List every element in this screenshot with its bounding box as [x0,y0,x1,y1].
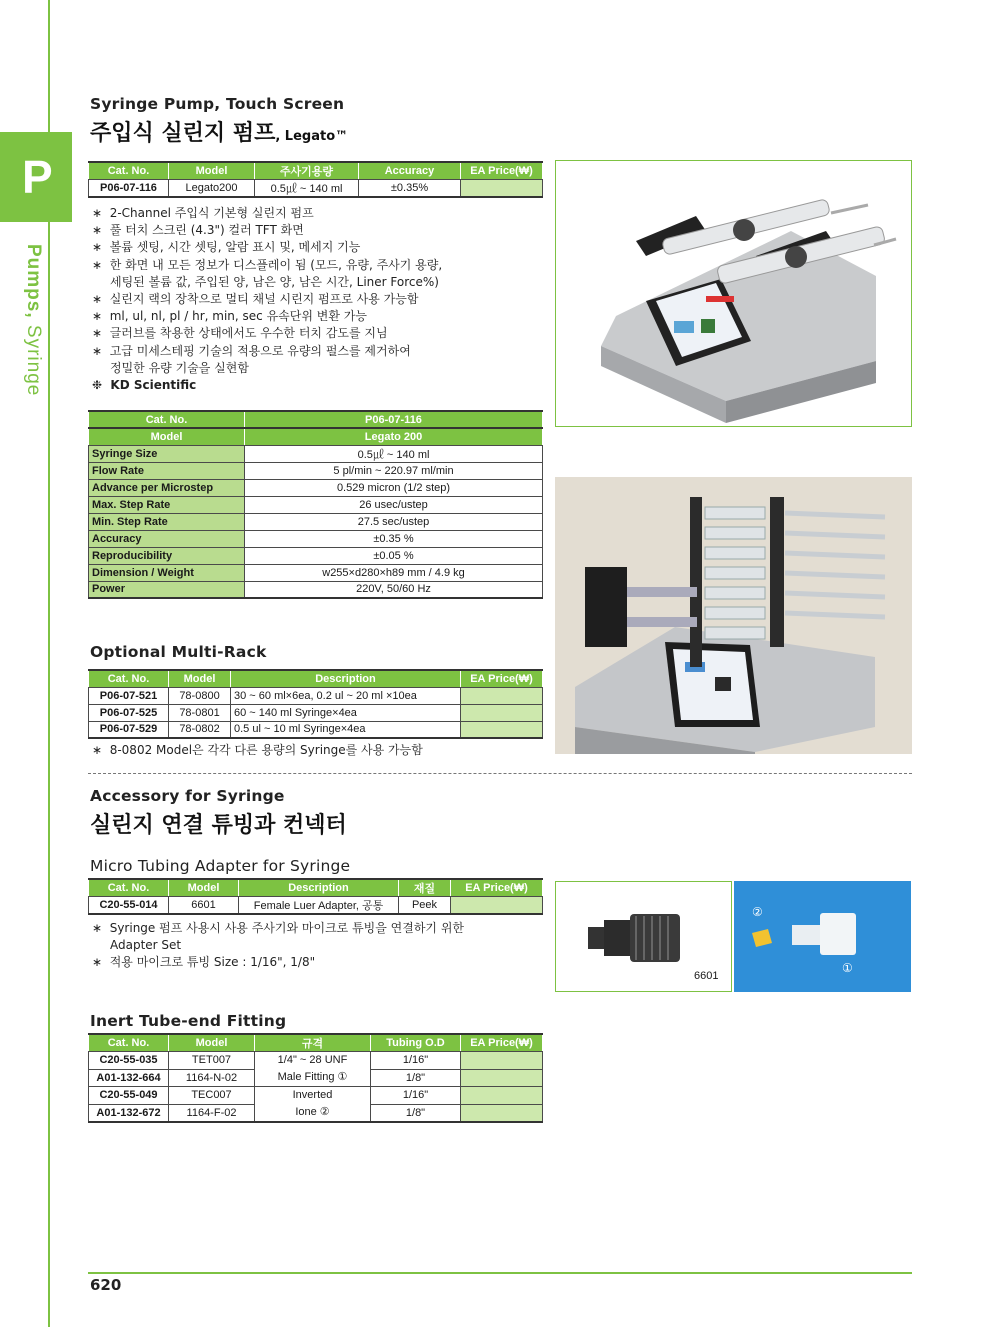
category-label-bold: Pumps, [23,244,44,319]
spec-header-label: Cat. No. [89,411,245,428]
model-cell: 6601 [169,897,239,915]
spec-line: Inverted [292,1089,333,1101]
table-row [89,897,543,915]
spec-line: Male Fitting ① [277,1071,348,1083]
table-row [89,547,543,564]
table-row [89,687,543,704]
col-header: 재질 [399,879,451,897]
cat-no-cell: C20-55-049 [89,1087,169,1105]
col-header: 규격 [255,1034,371,1052]
table-row [89,1052,543,1070]
col-header: Model [169,879,239,897]
spec-value: 0.5㎕ ~ 140 ml [245,445,543,462]
spec-label: Accuracy [89,530,245,547]
table-row [89,445,543,462]
product-photo-multirack [555,477,912,754]
model-cell: 1164-N-02 [169,1069,255,1087]
spec-value: ±0.35 % [245,530,543,547]
price-cell [461,687,543,704]
section-title-suffix: , Legato™ [275,129,349,144]
table-row [89,581,543,598]
manufacturer: ❉ KD Scientific [92,378,197,393]
table-row [89,530,543,547]
fitting-title: Inert Tube-end Fitting [90,1012,287,1030]
table-row [89,496,543,513]
spec-cell [255,1052,371,1087]
spec-value: 220V, 50/60 Hz [245,581,543,598]
spec-label: Syringe Size [89,445,245,462]
table-row [89,462,543,479]
fitting-table [88,1033,543,1123]
table-header-row [89,670,543,687]
spec-line: Ione ② [295,1106,330,1118]
col-header: Cat. No. [89,1034,169,1052]
adapter-photo-label: 6601 [694,970,719,982]
price-cell [461,704,543,721]
price-cell [461,180,543,198]
model-cell: 1164-F-02 [169,1104,255,1122]
spec-value: 26 usec/ustep [245,496,543,513]
table-header-row [89,1034,543,1052]
col-header: Cat. No. [89,670,169,687]
accessory-title-ko: 실린지 연결 튜빙과 컨넥터 [90,813,347,838]
price-cell [451,897,543,915]
spec-label: Min. Step Rate [89,513,245,530]
table-row [89,1087,543,1105]
price-cell [461,721,543,738]
spec-value: ±0.05 % [245,547,543,564]
adapter-photo [555,881,732,992]
multirack-illustration [555,477,912,754]
price-cell [461,1052,543,1070]
model-cell: TET007 [169,1052,255,1070]
spec-header-value: P06-07-116 [245,411,543,428]
table-row [89,721,543,738]
list-item: ∗ 2-Channel 주입식 기본형 실린지 펌프 [92,206,314,220]
section-title-ko [90,116,348,147]
cat-no-cell: C20-55-035 [89,1052,169,1070]
description-cell: 60 ~ 140 ml Syringe×4ea [231,704,461,721]
cat-no-cell: P06-07-116 [89,180,169,198]
accuracy-cell: ±0.35% [359,180,461,198]
accessory-title-en: Accessory for Syringe [90,787,285,805]
model-cell: 78-0802 [169,721,231,738]
col-header: Model [169,162,255,180]
spec-value: w255×d280×h89 mm / 4.9 kg [245,564,543,581]
col-header: Description [231,670,461,687]
spec-value: 0.529 micron (1/2 step) [245,479,543,496]
table-row [89,479,543,496]
spec-label: Advance per Microstep [89,479,245,496]
description-cell: 0.5 ul ~ 10 ml Syringe×4ea [231,721,461,738]
spec-model-value: Legato 200 [245,428,543,445]
col-header: 주사기용량 [255,162,359,180]
material-cell: Peek [399,897,451,915]
fitting-label-2: ② [752,905,763,919]
col-header: Model [169,1034,255,1052]
section-title-ko-text: 주입식 실린지 펌프 [90,121,276,146]
tubing-od-cell: 1/16" [371,1052,461,1070]
list-item: ∗ 고급 미세스테핑 기술의 적용으로 유량의 펄스를 제거하여 [92,343,411,358]
spec-cell [255,1087,371,1123]
adapter-table [88,878,543,915]
fitting-label-1: ① [842,961,853,975]
description-cell: 30 ~ 60 ml×6ea, 0.2 ul ~ 20 ml ×10ea [231,687,461,704]
fitting-illustration [734,881,911,992]
table-header-row [89,879,543,897]
spec-model-label: Model [89,428,245,445]
list-item: ∗ 볼륨 셋팅, 시간 셋팅, 알람 표시 및, 메세지 기능 [92,240,361,255]
multirack-note: ∗ 8-0802 Model은 각각 다른 용량의 Syringe를 사용 가능함 [92,743,423,757]
spec-label: Dimension / Weight [89,564,245,581]
spec-table [88,410,543,599]
category-label [16,244,44,414]
col-header: Description [239,879,399,897]
cat-no-cell: P06-07-525 [89,704,169,721]
tubing-od-cell: 1/8" [371,1104,461,1122]
col-header: EA Price(₩) [461,1034,543,1052]
adapter-title: Micro Tubing Adapter for Syringe [90,857,351,875]
col-header: EA Price(₩) [461,162,543,180]
model-cell: 78-0801 [169,704,231,721]
capacity-cell: 0.5㎕ ~ 140 ml [255,180,359,198]
price-cell [461,1087,543,1105]
col-header: EA Price(₩) [461,670,543,687]
model-cell: TEC007 [169,1087,255,1105]
cat-no-cell: P06-07-521 [89,687,169,704]
syringe-pump-illustration [556,161,912,427]
spec-value: 27.5 sec/ustep [245,513,543,530]
table-header-row [89,411,543,428]
col-header: Accuracy [359,162,461,180]
product-table [88,161,543,198]
multirack-title: Optional Multi-Rack [90,643,267,661]
adapter-notes [92,920,464,972]
tubing-od-cell: 1/16" [371,1087,461,1105]
col-header: Cat. No. [89,162,169,180]
category-label-rest: Syringe [23,318,44,397]
description-cell: Female Luer Adapter, 공통 [239,897,399,915]
col-header: Cat. No. [89,879,169,897]
list-item: 정밀한 유량 기술을 실현함 [110,360,249,375]
table-row [89,180,543,198]
list-item: ∗ 풀 터치 스크린 (4.3") 컬러 TFT 화면 [92,223,304,238]
model-cell: 78-0800 [169,687,231,704]
list-item: ∗ 글러브를 착용한 상태에서도 우수한 터치 감도를 지님 [92,326,388,341]
cat-no-cell: P06-07-529 [89,721,169,738]
spec-label: Power [89,581,245,598]
spec-label: Flow Rate [89,462,245,479]
spec-value: 5 pl/min ~ 220.97 ml/min [245,462,543,479]
category-tab: P [0,132,72,222]
tubing-od-cell: 1/8" [371,1069,461,1087]
list-item: 세팅된 볼륨 값, 주입된 양, 남은 양, 남은 시간, Liner Force%) [110,274,439,289]
model-cell: Legato200 [169,180,255,198]
list-item: ∗ 실린지 랙의 장착으로 멀티 채널 시린지 펌프로 사용 가능함 [92,292,419,307]
list-item: ∗ ml, ul, nl, pl / hr, min, sec 유속단위 변환 가능 [92,309,367,324]
page-number: 620 [90,1276,122,1294]
spec-label: Reproducibility [89,547,245,564]
spec-label: Max. Step Rate [89,496,245,513]
spec-line: 1/4" ~ 28 UNF [277,1054,348,1066]
table-row [89,513,543,530]
price-cell [461,1104,543,1122]
list-item: ∗ 적용 마이크로 튜빙 Size : 1/16", 1/8" [92,955,316,970]
table-row [89,704,543,721]
section-divider [88,773,912,774]
feature-list [92,205,442,394]
table-header-row [89,162,543,180]
footer-rule [88,1272,912,1274]
multirack-table [88,669,543,739]
col-header: Model [169,670,231,687]
list-item: ∗ 한 화면 내 모든 정보가 디스플레이 됨 (모드, 유량, 주사기 용량, [92,257,443,272]
col-header: Tubing O.D [371,1034,461,1052]
fitting-photo [734,881,911,992]
section-title-en: Syringe Pump, Touch Screen [90,95,345,113]
product-photo-pump [555,160,912,427]
price-cell [461,1069,543,1087]
table-row [89,564,543,581]
cat-no-cell: C20-55-014 [89,897,169,915]
table-header-row [89,428,543,445]
list-item: Adapter Set [110,938,182,953]
cat-no-cell: A01-132-672 [89,1104,169,1122]
cat-no-cell: A01-132-664 [89,1069,169,1087]
col-header: EA Price(₩) [451,879,543,897]
list-item: ∗ Syringe 펌프 사용시 사용 주사기와 마이크로 튜빙을 연결하기 위한 [92,921,465,935]
